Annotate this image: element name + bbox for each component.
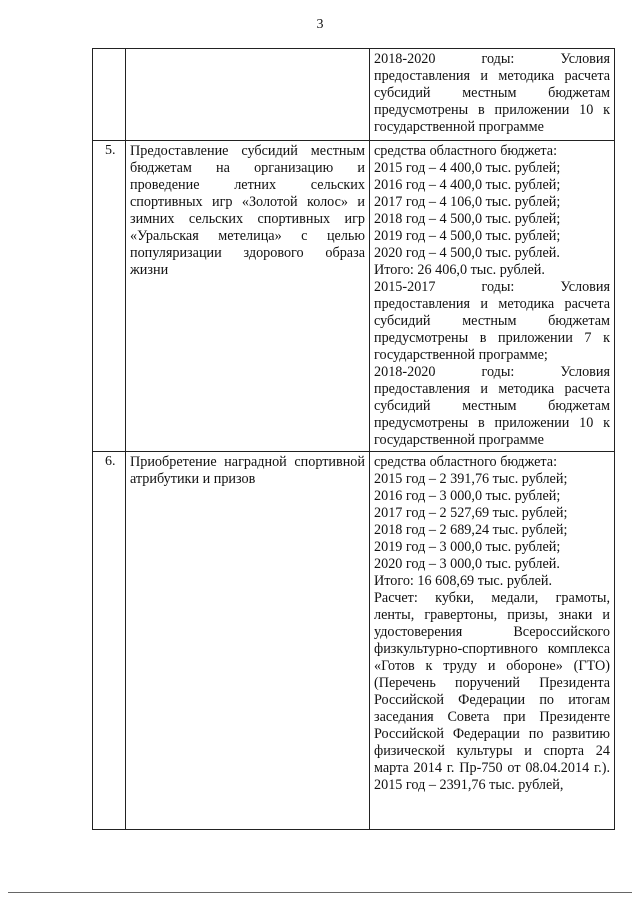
measure-description: Приобретение наградной спортивной атрибутики и призов: [126, 452, 370, 830]
table-row: [93, 49, 615, 141]
funding-line: 2017 год – 4 106,0 тыс. рублей;: [374, 194, 561, 210]
funding-line: 2019 год – 4 500,0 тыс. рублей;: [374, 228, 561, 244]
funding-line: 2015 год – 4 400,0 тыс. рублей;: [374, 160, 561, 176]
funding-line: средства областного бюджета:: [374, 143, 558, 159]
funding-cell: [370, 141, 615, 452]
funding-line: 2018 год – 2 689,24 тыс. рублей;: [374, 522, 568, 538]
footer-divider: [8, 892, 632, 893]
page-number: 3: [316, 17, 324, 32]
row-number: 6.: [93, 452, 126, 830]
funding-line: средства областного бюджета:: [374, 454, 558, 470]
funding-line: 2018 год – 4 500,0 тыс. рублей;: [374, 211, 561, 227]
funding-line: 2017 год – 2 527,69 тыс. рублей;: [374, 505, 568, 521]
funding-line: 2020 год – 3 000,0 тыс. рублей.: [374, 556, 560, 572]
funding-line: 2015 год – 2 391,76 тыс. рублей;: [374, 471, 568, 487]
funding-cell: [370, 452, 615, 830]
program-table: [92, 48, 615, 830]
funding-line: 2016 год – 4 400,0 тыс. рублей;: [374, 177, 561, 193]
funding-line: 2018-2020 годы: Условия предоставления и методика расчета субсидий местным бюджетам предусмотрены в приложении 10 к государственной программе: [374, 51, 610, 135]
funding-line: 2015-2017 годы: Условия предоставления и методика расчета субсидий местным бюджетам предусмотрены в приложении 7 к государственной программе;: [374, 279, 610, 363]
funding-line: 2020 год – 4 500,0 тыс. рублей.: [374, 245, 560, 261]
funding-line: 2019 год – 3 000,0 тыс. рублей;: [374, 539, 561, 555]
funding-total: Итого: 26 406,0 тыс. рублей.: [374, 262, 545, 278]
funding-total: Итого: 16 608,69 тыс. рублей.: [374, 573, 553, 589]
funding-cell: [370, 49, 615, 141]
measure-description: [126, 49, 370, 141]
table-row: [93, 141, 615, 452]
funding-line: 2016 год – 3 000,0 тыс. рублей;: [374, 488, 561, 504]
funding-line: 2018-2020 годы: Условия предоставления и методика расчета субсидий местным бюджетам предусмотрены в приложении 10 к государственной программе: [374, 364, 610, 448]
row-number: 5.: [93, 141, 126, 452]
row-number: [93, 49, 126, 141]
measure-description: Предоставление субсидий местным бюджетам на организацию и проведение летних сельских спортивных игр «Золотой колос» и зимних сельских спортивных игр «Уральская метелица» с целью популяризации здорового образа жизни: [126, 141, 370, 452]
table-row: [93, 452, 615, 830]
funding-line: Расчет: кубки, медали, грамоты, ленты, гравертоны, призы, знаки и удостоверения Всероссийского физкультурно-спортивного комплекса «Готов к труду и обороне» (ГТО) (Перечень поручений Президента Российской Федерации по итогам заседания Совета при Президенте Российской Федерации по развитию физической культуры и спорта 24 марта 2014 г. Пр-750 от 08.04.2014 г.). 2015 год – 2391,76 тыс. рублей,: [374, 590, 610, 793]
